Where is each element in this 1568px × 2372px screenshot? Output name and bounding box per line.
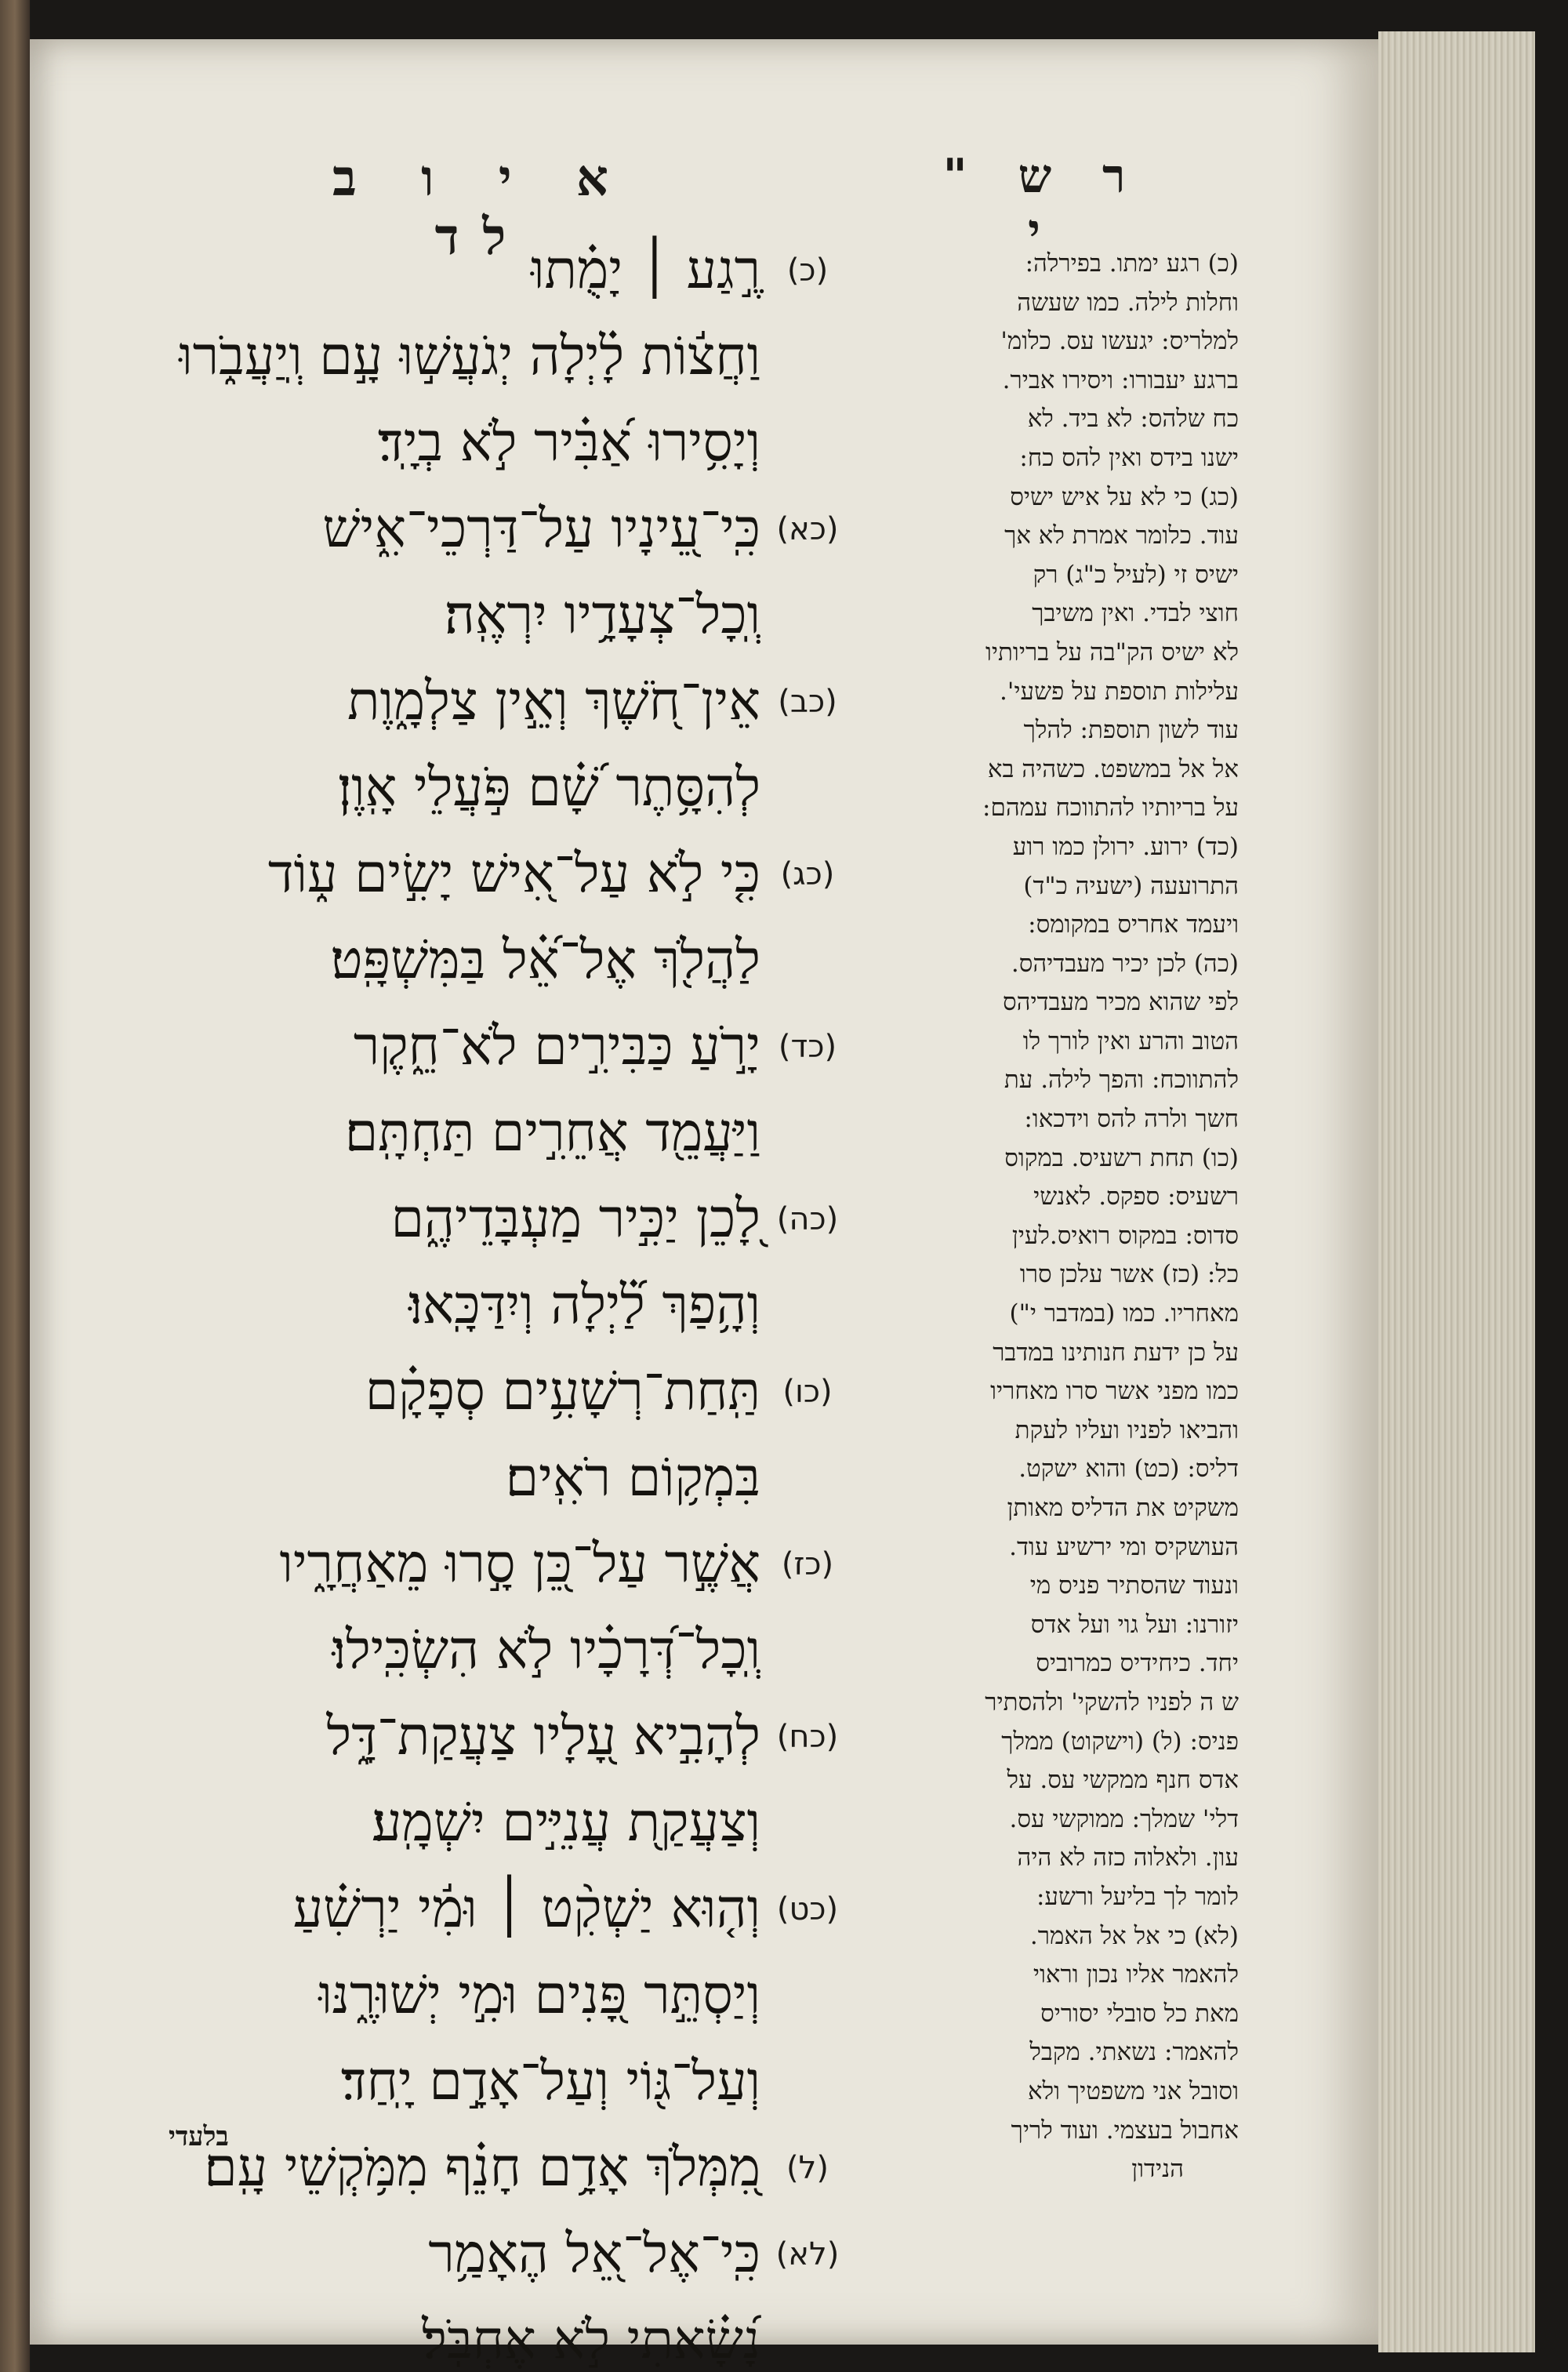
commentary-line: מאחריו. כמו (במדבר י") — [1009, 1299, 1239, 1328]
verse — [47, 2211, 855, 2372]
verse-line: יָרֹ֣עַ כַּבִּירִ֣ים לֹא־חֵ֑קֶר — [353, 1015, 760, 1077]
commentary-line: לומר לך בליעל ורשע: — [1036, 1882, 1239, 1911]
commentary-line: על כן ידעת חנותינו במדבר — [993, 1338, 1239, 1367]
commentary-line: (כג) כי לא על איש ישיס — [1010, 482, 1239, 511]
verse-line: לְהָבִ֣יא עָ֭לָיו צַעֲקַת־דָּ֑ל — [326, 1705, 760, 1767]
catchword: בלעדי — [169, 2121, 229, 2152]
commentary-line: אחבול בעצמי. ועוד לריך — [1011, 2116, 1239, 2145]
running-head-commentary: ר ש " י — [942, 149, 1143, 259]
commentary-line: עלילות תוספת על פשעי'. — [1000, 677, 1239, 706]
commentary-line: (כה) לכן יכיר מעבדיהס. — [1011, 949, 1239, 978]
commentary-line: סדוס: במקוס רואיס.לעין — [1011, 1221, 1239, 1250]
commentary-line: הנידון — [1131, 2155, 1184, 2184]
verse — [47, 1004, 855, 1176]
commentary-line: חוצי לבדי. ואין משיבך — [1032, 599, 1239, 628]
verse-number: (כח) — [776, 1719, 839, 1755]
commentary-line: רשעיס: ספקס. לאנשי — [1033, 1182, 1239, 1211]
commentary-line: הטוב והרע ואין לורך לו — [1022, 1026, 1239, 1055]
commentary-line: על בריותיו להתווכח עמהם: — [982, 794, 1239, 823]
commentary-line: דליס: (כט) והוא ישקט. — [1018, 1455, 1239, 1484]
page-fore-edge — [1378, 31, 1535, 2352]
verse-line: וְֽכָל־דְּ֝רָכָ֗יו לֹ֣א הִשְׂכִּֽילוּ׃ — [332, 1619, 760, 1681]
commentary-line: (כ) רגע ימתו. בפירלה: — [1025, 249, 1239, 278]
verse-line: אֵין־חֹ֭שֶׁךְ וְאֵ֣ין צַלְמָ֑וֶת — [347, 670, 760, 732]
verse-line: וְֽכָל־צְעָדָ֥יו יִרְאֶֽה׃ — [444, 584, 760, 646]
verse-line: וְיַסְתֵּ֣ר פָּ֭נִים וּמִ֣י יְשׁוּרֶ֑נּוּ — [318, 1964, 760, 2026]
verse-line: נָ֝שָׂ֗אתִי לֹ֣א אֶחְבֹּֽל׃ — [422, 2309, 760, 2371]
commentary-line: וסובל אני משפטיך ולא — [1028, 2076, 1239, 2105]
verse — [47, 314, 855, 486]
commentary-line: יחד. כיחידיס כמרוביס — [1036, 1649, 1239, 1678]
verse — [47, 227, 855, 314]
verse — [47, 1349, 855, 1521]
commentary-line: להתווכח: והפך לילה. עת — [1004, 1066, 1239, 1095]
verse — [47, 659, 855, 831]
verse — [47, 831, 855, 1004]
verse-number: (כג) — [780, 856, 835, 892]
commentary-line: כל: (כז) אשר עלכן סרו — [1019, 1260, 1239, 1289]
commentary-line: עוד לשון תוספת: להלך — [1023, 716, 1239, 745]
verse-line: וְעַל־גּ֖וֹי וְעַל־אָדָ֣ם יָֽחַד׃ — [340, 2051, 760, 2112]
commentary-line: להאמר: נשאתי. מקבל — [1029, 2038, 1239, 2067]
commentary-line: חשך ולרה להס וידכאו: — [1024, 1105, 1239, 1134]
verse-number: (ל) — [786, 2150, 829, 2186]
commentary-line: התרועעה (ישעיה כ"ד) — [1023, 871, 1239, 900]
commentary-line: אל אל במשפט. כשהיה בא — [987, 754, 1239, 783]
verse-line: אֲשֶׁ֣ר עַל־כֵּ֭ן סָ֣רוּ מֵאַחֲרָ֑יו — [279, 1533, 760, 1595]
verse-number: (כה) — [776, 1201, 839, 1237]
commentary-line: עון. ולאלוה כזה לא היה — [1017, 1843, 1239, 1873]
commentary-line: וחלות לילה. כמו שעשה — [1017, 288, 1239, 317]
background-shadow — [1535, 31, 1568, 2352]
commentary-line: פניס: (ל) (וישקוט) ממלך — [1001, 1727, 1239, 1756]
commentary-column — [855, 245, 1239, 2189]
commentary-line: יזורנו: ועל גוי ועל אדס — [1030, 1610, 1239, 1639]
commentary-line: דלי' שמלך: ממוקשי עס. — [1009, 1804, 1239, 1833]
verse-number: (כט) — [776, 1891, 839, 1927]
commentary-line: כח שלהס: לא ביד. לא — [1027, 405, 1239, 434]
verse-number: (כז) — [781, 1546, 834, 1582]
verse-number: (כד) — [778, 1029, 837, 1065]
verse-number: (כ) — [786, 252, 829, 289]
commentary-line: (כד) ירוע. ירולן כמו רוע — [1012, 832, 1239, 861]
commentary-line: ברגע יעבורו: ויסירו אביר. — [1002, 365, 1239, 394]
commentary-line: ישנו בידס ואין להס כח: — [1019, 443, 1239, 472]
verse — [47, 1866, 855, 2125]
verse-line: וַחֲצ֬וֹת לָ֗יְלָה יְגֹעֲשׁ֣וּ עָ֣ם וְֽיַעֲבֹ֑רוּ — [179, 325, 760, 387]
verse-line: תַּֽחַת־רְשָׁעִ֥ים סְפָקָ֗ם — [365, 1360, 760, 1422]
verse — [47, 1694, 855, 1866]
verse-line: וְצַעֲקַ֖ת עֲנִיִּ֣ים יִשְׁמָֽע׃ — [371, 1792, 760, 1854]
verse-line: רֶ֣גַע ׀ יָמֻ֗תוּ — [531, 239, 760, 301]
scripture-column — [47, 227, 855, 2372]
verse — [47, 1521, 855, 1694]
commentary-line: אדס חנף ממקשי עס. על — [1007, 1766, 1239, 1795]
verse-number: (כו) — [782, 1374, 833, 1410]
commentary-line: והביאו לפניו ועליו לעקת — [1014, 1415, 1239, 1444]
commentary-line: ויעמד אחריס במקומס: — [1028, 910, 1239, 939]
verse-line: וַיַּעֲמֵ֖ד אֲחֵרִ֣ים תַּחְתָּֽם׃ — [344, 1102, 760, 1164]
verse-line: לְהִסָּ֥תֶר שָׁ֝֗ם פֹּ֣עֲלֵי אָֽוֶן׃ — [337, 757, 760, 819]
left-page-edge — [0, 0, 30, 2372]
running-head-book: א י ו ב לד — [332, 149, 632, 267]
verse-line: מִ֭מְּלֹךְ אָדָ֥ם חָנֵ֗ף מִמֹּ֥קְשֵׁי עָֽם׃ — [204, 2137, 760, 2199]
verse — [47, 486, 855, 659]
commentary-line: כמו מפני אשר סרו מאחריו — [990, 1377, 1239, 1406]
commentary-line: (כו) תחת רשעיס. במקוס — [1004, 1143, 1239, 1172]
commentary-line: (לא) כי אל אל האמר. — [1029, 1921, 1239, 1950]
commentary-line: מאת כל סובלי יסוריס — [1040, 1999, 1239, 2028]
verse-number: (כב) — [778, 684, 837, 720]
commentary-line: למלריס: יגעשו עס. כלומ' — [1000, 327, 1239, 356]
commentary-line: עוד. כלומר אמרת לא אך — [1004, 521, 1239, 550]
verse-number: (לא) — [775, 2236, 840, 2272]
verse-line: לָ֭כֵן יַכִּ֣יר מַעְבָּדֵיהֶ֑ם — [390, 1188, 760, 1250]
verse-number: (כא) — [776, 511, 839, 547]
commentary-line: ונעוד שהסתיר פניס מי — [1029, 1571, 1239, 1600]
verse-line: וְיָסִ֥ירוּ אַ֝בִּ֗יר לֹ֣א בְיָֽד׃ — [377, 412, 760, 474]
commentary-line: לא ישיס הק"בה על בריותיו — [985, 637, 1239, 667]
commentary-line: משקיט את הדליס מאותן — [1007, 1494, 1239, 1522]
commentary-line: העושקיס ומי ירשיע עוד. — [1009, 1532, 1239, 1561]
verse-line: וְה֤וּא יַשְׁקִ֨ט ׀ וּמִ֬י יַרְשִׁ֗עַ — [292, 1878, 760, 1940]
verse-line: בִּמְק֥וֹם רֹאִֽים׃ — [505, 1447, 760, 1509]
verse-line: וְהָ֥פַךְ לַ֝֗יְלָה וְיִדַּכָּֽאוּ׃ — [408, 1274, 760, 1336]
verse — [47, 1176, 855, 1349]
commentary-line: ישיס זי (לעיל כ"ג) רק — [1033, 560, 1239, 589]
verse-line: כִּ֤י לֹ֣א עַל־אִ֭ישׁ יָשִׂ֣ים ע֑וֹד — [267, 843, 760, 905]
verse-line: כִּֽי־עֵ֭ינָיו עַל־דַּרְכֵי־אִ֑ישׁ — [322, 498, 760, 560]
commentary-line: להאמר אליו נכון וראוי — [1033, 1960, 1239, 1989]
verse-line: לַהֲלֹ֖ךְ אֶל־אֵ֝֗ל בַּמִּשְׁפָּֽט׃ — [330, 929, 760, 991]
verse-line: כִּֽי־אֶל־אֵ֭ל הֶאָמַ֥ר — [428, 2223, 760, 2285]
commentary-line: לפי שהוא מכיר מעבדיהס — [1003, 988, 1239, 1017]
commentary-line: ש ה לפניו להשקי' ולהסתיר — [985, 1687, 1239, 1716]
